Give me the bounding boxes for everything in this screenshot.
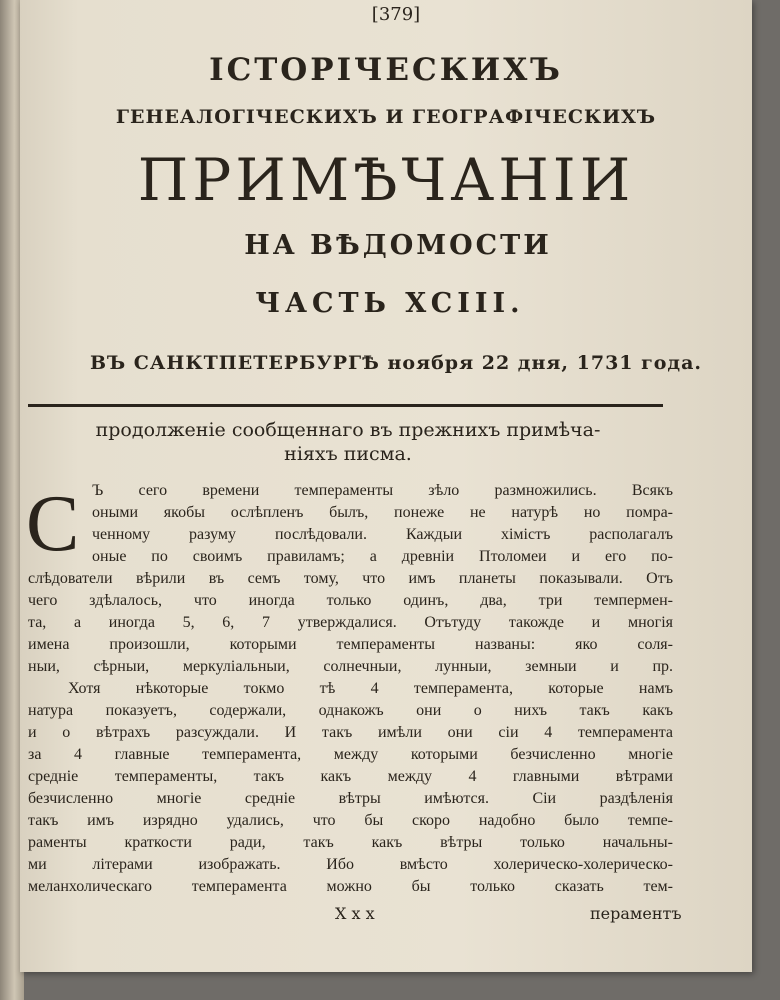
document-page <box>20 0 752 972</box>
signature-mark: X x x <box>335 904 375 923</box>
text-line: безчисленно многіе средніе вѣтры имѣются. Сіи раздѣленія <box>28 790 673 807</box>
title-line-1: ІСТОРІЧЕСКИХЪ <box>209 52 563 88</box>
part-number: ЧАСТЬ XCIII. <box>255 288 525 319</box>
date-line: ВЪ САНКТПЕТЕРБУРГѢ ноября 22 дня, 1731 года. <box>89 352 703 374</box>
text-line: оными якобы ослѣпленъ былъ, понеже не натурѣ но помра- <box>92 504 673 521</box>
text-line: та, а иногда 5, 6, 7 утверждалися. Отътуду такожде и многія <box>28 614 673 631</box>
heading-line: ніяхъ писма. <box>284 443 412 465</box>
text-line: оные по своимъ правиламъ; а древніи Птоломеи и его по- <box>92 548 673 565</box>
drop-cap: С <box>26 480 80 568</box>
article-body <box>28 480 673 898</box>
text-line: Хотя нѣкоторые токмо тѣ 4 темперамента, которые намъ <box>68 680 673 697</box>
title-line-4: НА ВѢДОМОСТИ <box>244 230 552 261</box>
text-line: средніе темпераменты, такъ какъ между 4 главными вѣтрами <box>28 768 673 785</box>
heading-line: продолженіе сообщеннаго въ прежнихъ примѣча- <box>95 419 601 441</box>
title-main: ПРИМѢЧАНІИ <box>137 146 635 214</box>
text-line: и о вѣтрахъ разсуждали. И такъ имѣли они сіи 4 темперамента <box>28 724 673 741</box>
text-line: такъ имъ изрядно удались, что бы скоро надобно было темпе- <box>28 812 673 829</box>
text-line: ченному разуму послѣдовали. Каждыи хімістъ располагалъ <box>92 526 673 543</box>
text-line: натура показуетъ, содержали, однакожъ они о нихъ такъ какъ <box>28 702 673 719</box>
catchword: пераментъ <box>590 904 682 923</box>
article-heading <box>28 418 668 466</box>
text-line: ныи, сѣрныи, меркуліальныи, солнечныи, лунныи, земныи и пр. <box>28 658 673 675</box>
text-line: меланхолическаго темперамента можно бы только сказать тем- <box>28 878 673 895</box>
title-line-2: ГЕНЕАЛОГІЧЕСКИХЪ И ГЕОГРАФІЧЕСКИХЪ <box>115 106 657 128</box>
text-line: Ъ сего времени темпераменты зѣло размножились. Всякъ <box>92 482 673 499</box>
header-rule <box>28 404 663 407</box>
text-line: чего здѣлалось, что иногда только одинъ, два, три темпермен- <box>28 592 673 609</box>
text-line: раменты краткости ради, такъ какъ вѣтры только начальны- <box>28 834 673 851</box>
text-line: за 4 главные темперамента, между которыми безчисленно многіе <box>28 746 673 763</box>
page-number: [379] <box>371 4 421 25</box>
text-line: слѣдователи вѣрили въ семъ тому, что имъ планеты показывали. Отъ <box>28 570 673 587</box>
text-line: ми літерами изображать. Ибо вмѣсто холерическо-холерическо- <box>28 856 673 873</box>
text-line: имена произошли, которыми темпераменты названы: яко соля- <box>28 636 673 653</box>
